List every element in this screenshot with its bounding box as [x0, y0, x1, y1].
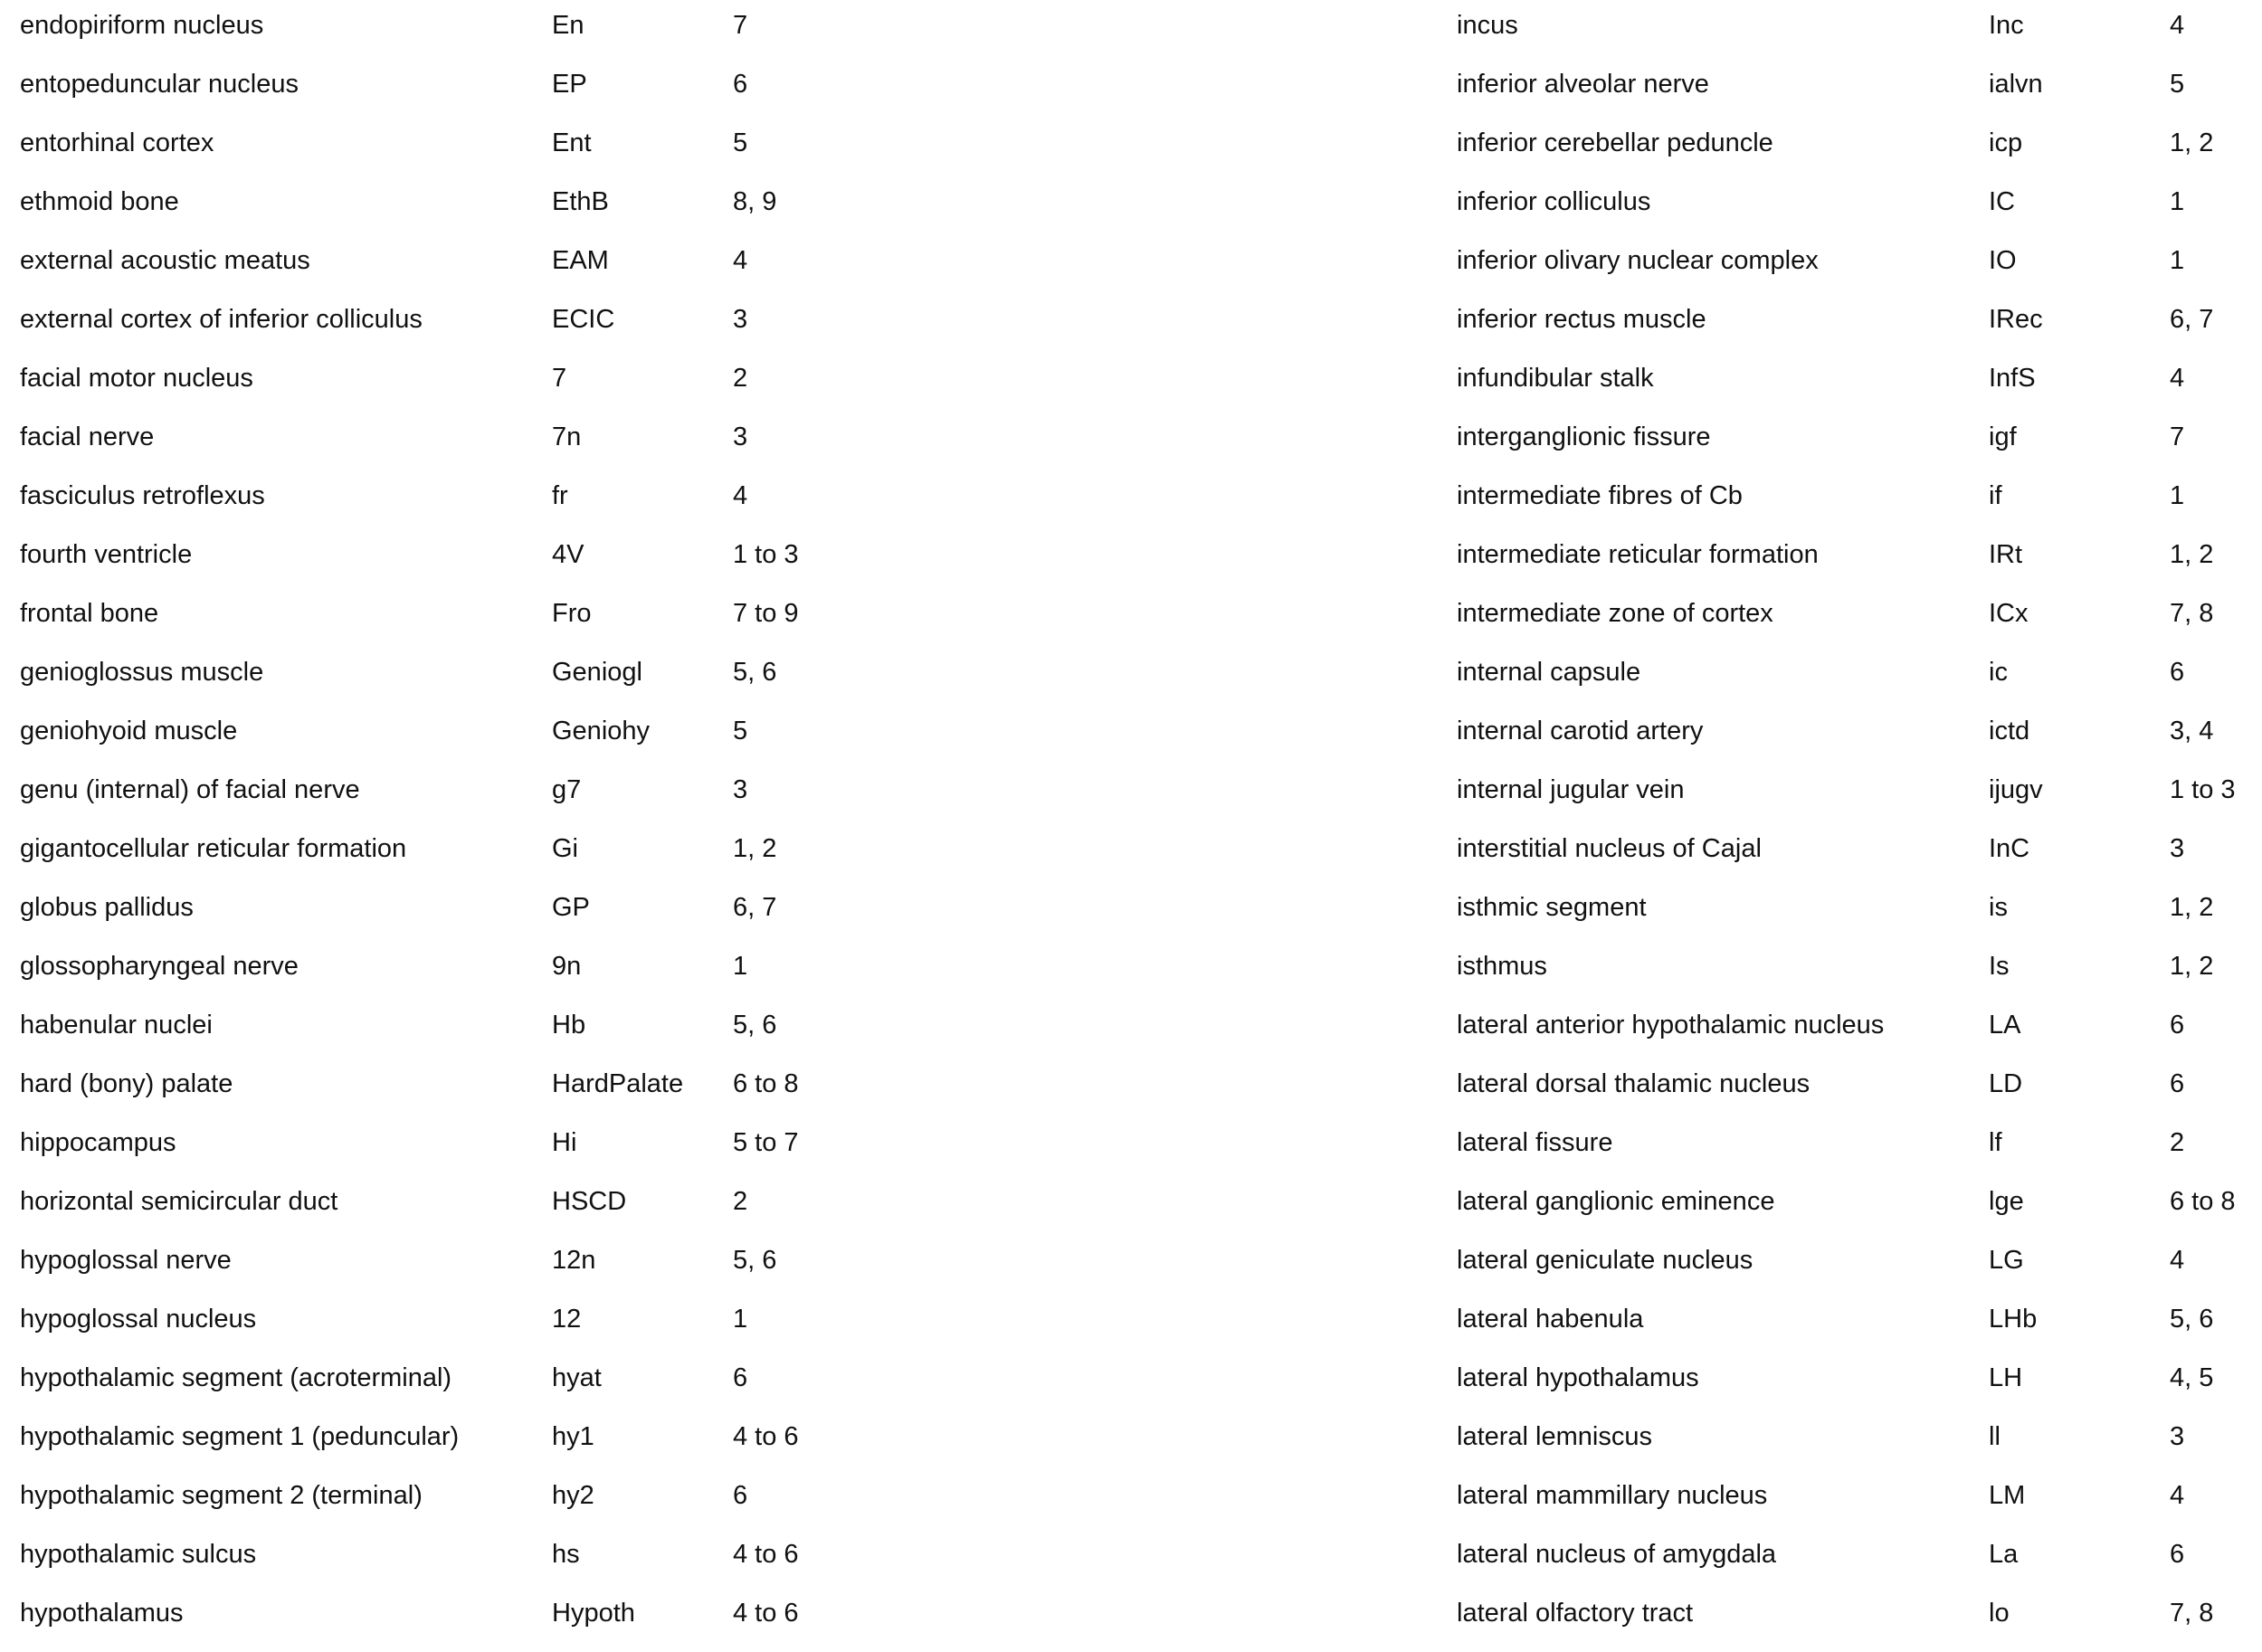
index-abbreviation: 4V [552, 540, 585, 569]
index-term: globus pallidus [20, 893, 194, 922]
index-term: lateral dorsal thalamic nucleus [1457, 1069, 1811, 1098]
index-figures: 1 [2170, 187, 2185, 216]
index-figures: 6 [2170, 1011, 2185, 1040]
index-term: infundibular stalk [1457, 364, 1654, 393]
index-abbreviation: if [1989, 481, 2002, 510]
index-term: lateral fissure [1457, 1128, 1613, 1157]
index-abbreviation: Hb [552, 1011, 586, 1040]
index-figures: 3 [2170, 1422, 2185, 1451]
index-term: hypothalamus [20, 1599, 184, 1628]
index-figures: 4 [733, 481, 748, 510]
index-figures: 1 [2170, 481, 2185, 510]
index-abbreviation: 7 [552, 364, 567, 393]
index-abbreviation: Geniohy [552, 717, 651, 745]
index-figures: 3, 4 [2170, 717, 2214, 745]
index-term: internal carotid artery [1457, 717, 1704, 745]
index-term: lateral habenula [1457, 1305, 1644, 1334]
index-figures: 8, 9 [733, 187, 777, 216]
index-term: interganglionic fissure [1457, 422, 1711, 451]
index-abbreviation: Ent [552, 128, 592, 157]
index-term: hypothalamic segment 2 (terminal) [20, 1481, 423, 1510]
index-abbreviation: LHb [1989, 1305, 2038, 1334]
index-figures: 2 [733, 364, 748, 393]
index-abbreviation: Gi [552, 834, 578, 863]
index-figures: 5 [733, 717, 748, 745]
index-figures: 6 [733, 1363, 748, 1392]
index-abbreviation: InC [1989, 834, 2030, 863]
index-figures: 6 to 8 [2170, 1187, 2236, 1216]
index-term: habenular nuclei [20, 1011, 213, 1040]
index-abbreviation: is [1989, 893, 2008, 922]
index-abbreviation: Fro [552, 599, 592, 628]
index-abbreviation: lf [1989, 1128, 2002, 1157]
index-abbreviation: EAM [552, 246, 609, 275]
index-abbreviation: icp [1989, 128, 2023, 157]
index-abbreviation: LG [1989, 1246, 2024, 1275]
index-abbreviation: 7n [552, 422, 582, 451]
index-figures: 1, 2 [733, 834, 777, 863]
index-figures: 7 to 9 [733, 599, 799, 628]
index-term: interstitial nucleus of Cajal [1457, 834, 1762, 863]
index-figures: 1, 2 [2170, 952, 2214, 981]
index-figures: 3 [733, 775, 748, 804]
index-term: facial nerve [20, 422, 155, 451]
index-abbreviation: IRec [1989, 305, 2043, 334]
index-figures: 7 [733, 11, 748, 40]
index-abbreviation: EthB [552, 187, 609, 216]
index-term: internal jugular vein [1457, 775, 1685, 804]
index-term: hippocampus [20, 1128, 176, 1157]
index-term: hypothalamic segment (acroterminal) [20, 1363, 452, 1392]
index-figures: 1 to 3 [2170, 775, 2236, 804]
index-term: facial motor nucleus [20, 364, 253, 393]
index-term: intermediate fibres of Cb [1457, 481, 1743, 510]
index-figures: 6, 7 [2170, 305, 2214, 334]
index-figures: 1 [733, 1305, 748, 1334]
index-term: geniohyoid muscle [20, 717, 238, 745]
index-abbreviation: La [1989, 1540, 2019, 1569]
index-abbreviation: lge [1989, 1187, 2024, 1216]
index-abbreviation: IC [1989, 187, 2015, 216]
index-figures: 2 [733, 1187, 748, 1216]
index-term: hypoglossal nerve [20, 1246, 232, 1275]
index-figures: 3 [733, 422, 748, 451]
index-term: hypoglossal nucleus [20, 1305, 257, 1334]
index-abbreviation: Inc [1989, 11, 2024, 40]
index-term: lateral lemniscus [1457, 1422, 1652, 1451]
index-figures: 3 [733, 305, 748, 334]
index-figures: 7 [2170, 422, 2185, 451]
index-figures: 1 to 3 [733, 540, 799, 569]
index-figures: 4 [733, 246, 748, 275]
index-abbreviation: ic [1989, 658, 2008, 687]
index-figures: 4 to 6 [733, 1599, 799, 1628]
index-term: hypothalamic segment 1 (peduncular) [20, 1422, 460, 1451]
index-figures: 4 to 6 [733, 1540, 799, 1569]
index-term: glossopharyngeal nerve [20, 952, 299, 981]
index-abbreviation: Is [1989, 952, 2010, 981]
index-figures: 6 to 8 [733, 1069, 799, 1098]
index-figures: 3 [2170, 834, 2185, 863]
index-term: frontal bone [20, 599, 159, 628]
index-term: inferior colliculus [1457, 187, 1651, 216]
index-term: genioglossus muscle [20, 658, 264, 687]
index-term: lateral geniculate nucleus [1457, 1246, 1754, 1275]
index-abbreviation: En [552, 11, 585, 40]
index-term: hard (bony) palate [20, 1069, 233, 1098]
index-figures: 7, 8 [2170, 599, 2214, 628]
index-term: fasciculus retroflexus [20, 481, 265, 510]
index-figures: 4 [2170, 11, 2185, 40]
index-term: genu (internal) of facial nerve [20, 775, 360, 804]
index-term: inferior alveolar nerve [1457, 70, 1709, 99]
index-figures: 4 to 6 [733, 1422, 799, 1451]
index-term: entorhinal cortex [20, 128, 214, 157]
index-abbreviation: lo [1989, 1599, 2010, 1628]
index-abbreviation: 12 [552, 1305, 582, 1334]
index-figures: 1 [2170, 246, 2185, 275]
index-abbreviation: HSCD [552, 1187, 627, 1216]
index-figures: 5 [2170, 70, 2185, 99]
index-figures: 6, 7 [733, 893, 777, 922]
index-term: gigantocellular reticular formation [20, 834, 407, 863]
index-figures: 5 [733, 128, 748, 157]
index-term: inferior olivary nuclear complex [1457, 246, 1819, 275]
index-term: inferior rectus muscle [1457, 305, 1706, 334]
index-term: intermediate reticular formation [1457, 540, 1819, 569]
index-term: horizontal semicircular duct [20, 1187, 338, 1216]
index-figures: 5, 6 [2170, 1305, 2214, 1334]
index-term: lateral nucleus of amygdala [1457, 1540, 1777, 1569]
index-term: lateral mammillary nucleus [1457, 1481, 1768, 1510]
index-figures: 5, 6 [733, 1246, 777, 1275]
index-abbreviation: LD [1989, 1069, 2023, 1098]
index-figures: 6 [2170, 1540, 2185, 1569]
index-abbreviation: ICx [1989, 599, 2029, 628]
index-abbreviation: Geniogl [552, 658, 642, 687]
index-abbreviation: 12n [552, 1246, 596, 1275]
index-abbreviation: igf [1989, 422, 2017, 451]
index-term: lateral olfactory tract [1457, 1599, 1694, 1628]
index-figures: 2 [2170, 1128, 2185, 1157]
index-figures: 4, 5 [2170, 1363, 2214, 1392]
index-abbreviation: IRt [1989, 540, 2023, 569]
index-abbreviation: hs [552, 1540, 580, 1569]
index-term: intermediate zone of cortex [1457, 599, 1773, 628]
index-abbreviation: 9n [552, 952, 582, 981]
index-figures: 1 [733, 952, 748, 981]
index-figures: 6 [733, 70, 748, 99]
index-figures: 4 [2170, 1481, 2185, 1510]
index-figures: 6 [2170, 1069, 2185, 1098]
index-abbreviation: EP [552, 70, 587, 99]
index-abbreviation: g7 [552, 775, 582, 804]
index-abbreviation: hy2 [552, 1481, 594, 1510]
index-term: isthmic segment [1457, 893, 1647, 922]
index-term: endopiriform nucleus [20, 11, 264, 40]
index-term: external cortex of inferior colliculus [20, 305, 423, 334]
index-abbreviation: ictd [1989, 717, 2030, 745]
index-abbreviation: HardPalate [552, 1069, 684, 1098]
index-figures: 5, 6 [733, 658, 777, 687]
index-term: lateral hypothalamus [1457, 1363, 1699, 1392]
index-term: fourth ventricle [20, 540, 193, 569]
index-abbreviation: InfS [1989, 364, 2036, 393]
index-figures: 6 [2170, 658, 2185, 687]
index-figures: 7, 8 [2170, 1599, 2214, 1628]
index-abbreviation: LM [1989, 1481, 2026, 1510]
index-figures: 4 [2170, 364, 2185, 393]
index-abbreviation: ECIC [552, 305, 615, 334]
index-term: internal capsule [1457, 658, 1641, 687]
index-term: ethmoid bone [20, 187, 179, 216]
index-abbreviation: hyat [552, 1363, 602, 1392]
index-figures: 1, 2 [2170, 893, 2214, 922]
index-term: incus [1457, 11, 1518, 40]
index-abbreviation: IO [1989, 246, 2017, 275]
index-term: inferior cerebellar peduncle [1457, 128, 1773, 157]
index-term: entopeduncular nucleus [20, 70, 299, 99]
index-figures: 6 [733, 1481, 748, 1510]
index-abbreviation: fr [552, 481, 568, 510]
index-term: hypothalamic sulcus [20, 1540, 257, 1569]
index-abbreviation: Hypoth [552, 1599, 635, 1628]
index-abbreviation: LH [1989, 1363, 2023, 1392]
index-abbreviation: Hi [552, 1128, 577, 1157]
index-term: external acoustic meatus [20, 246, 310, 275]
index-abbreviation: LA [1989, 1011, 2021, 1040]
index-abbreviation: ijugv [1989, 775, 2043, 804]
index-abbreviation: GP [552, 893, 590, 922]
index-abbreviation: ll [1989, 1422, 2001, 1451]
index-figures: 5, 6 [733, 1011, 777, 1040]
index-term: lateral anterior hypothalamic nucleus [1457, 1011, 1885, 1040]
index-abbreviation: ialvn [1989, 70, 2043, 99]
index-figures: 5 to 7 [733, 1128, 799, 1157]
index-abbreviation: hy1 [552, 1422, 594, 1451]
index-figures: 1, 2 [2170, 128, 2214, 157]
index-term: lateral ganglionic eminence [1457, 1187, 1775, 1216]
index-term: isthmus [1457, 952, 1547, 981]
index-figures: 1, 2 [2170, 540, 2214, 569]
index-figures: 4 [2170, 1246, 2185, 1275]
